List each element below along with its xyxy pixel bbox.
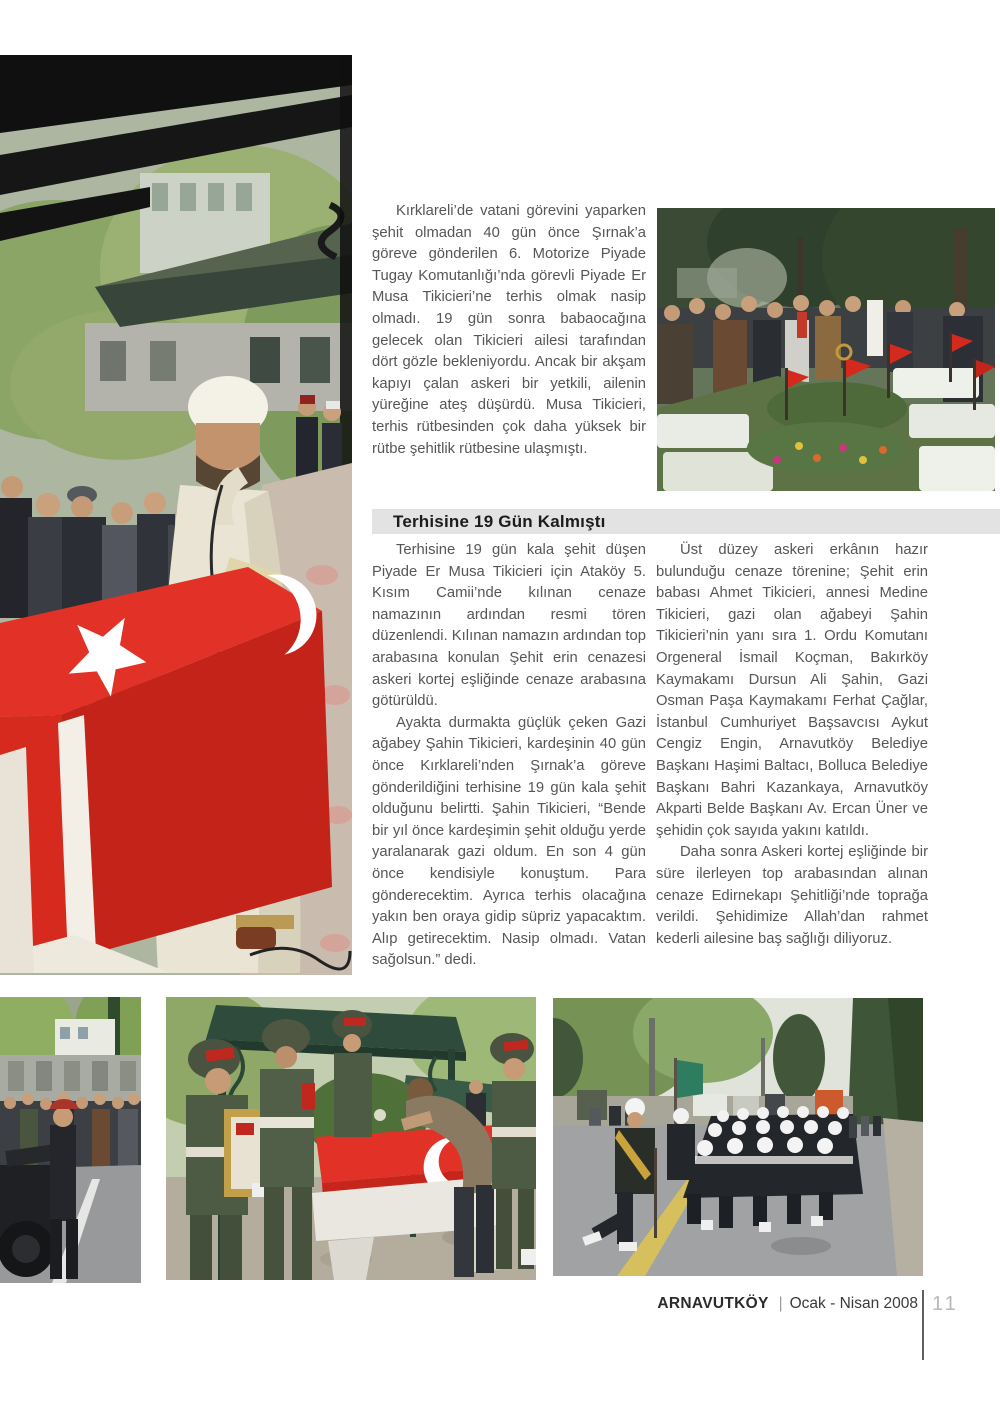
photo-honor-guard-coffin — [166, 997, 536, 1280]
footer-separator: | — [778, 1295, 783, 1312]
photo-marching-art — [553, 998, 923, 1276]
page-number-rule — [922, 1290, 924, 1360]
article-column-left — [372, 540, 646, 972]
photo-street-crowd-art — [0, 997, 141, 1283]
photo-cemetery-art — [657, 208, 995, 491]
paragraph: Ayakta durmakta güçlük çeken Gazi ağabey Şahin Tikicieri, kardeşinin 40 gün önce Kırklareli’nden Şırnak’a göreve gönderildiğini terhisine 19 gün kala şehit olduğunu belirtti. Şahin Tikicieri, “Bende bir yıl önce kardeşimin şehit olduğu yerde yaralanarak gazi oldum. En son 4 gün önce kendisiyle konuştum. Para gönderecektim. Ayrıca terhis olacağına yakın ben oraya gidip süpriz yapacaktım. Alıp getirecektim. Nasip olmadı. Vatan sağolsun.” dedi. — [372, 714, 646, 969]
paragraph: Üst düzey askeri erkânın hazır bulunduğu cenaze törenine; Şehit erin babası Ahmet Tikicieri, annesi Medine Tikicieri, gazi olan ağabeyi Şahin Tikicieri’nin yanı sıra 1. Ordu Komutanı Orgeneral İsmail Koçman, Bakırköy Kaymakamı Dursun Ali Şahin, Gazi Osman Paşa Kaymakamı Ferhat Çağlar, İstanbul Cumhuriyet Başsavcısı Aykut Cengiz Engin, Arnavutköy Belediye Başkanı Haşimi Baltacı, Bolluca Belediye Başkanı Bahri Kazankaya, Arnavutköy Akparti Belde Başkanı Av. Ercan Üner ve şehidin çok sayıda yakını katıldı. — [656, 542, 928, 839]
footer — [0, 1295, 918, 1313]
intro-text: Kırklareli’de vatani görevini yaparken şehit olmadan 40 gün önce Şırnak’a göreve gönderilen 6. Motorize Piyade Tugay Komutanlığı’nda görevli Piyade Er Musa Tikicieri’ne terhis olmak nasip olmadı. 19 gün sonra babaocağına gelecek olan Tikicieri ailesi tarafından dört gözle bekleniyordu. Ancak bir akşam kapıyı çalan askeri bir yetkili, ailenin yüreğine ateş düşürdü. Musa Tikicieri, terhis rütbesinden çok daha yüksek bir rütbe şehitlik rütbesine ulaşmıştı. — [372, 203, 646, 457]
photo-marching-troops — [553, 998, 923, 1276]
intro-paragraph — [372, 201, 646, 460]
photo-cemetery-crowd — [657, 208, 995, 491]
page-number: 11 — [932, 1293, 959, 1315]
photo-funeral-prayer-art — [0, 55, 352, 975]
article-column-right — [656, 540, 928, 950]
section-title: Terhisine 19 Gün Kalmıştı — [393, 511, 606, 531]
photo-funeral-prayer — [0, 55, 352, 975]
photo-honor-guard-art — [166, 997, 536, 1280]
magazine-name: ARNAVUTKÖY — [657, 1295, 769, 1312]
section-header-bar — [372, 509, 1000, 534]
paragraph: Terhisine 19 gün kala şehit düşen Piyade Er Musa Tikicieri için Ataköy 5. Kısım Camii’nde kılınan cenaze namazının ardından resmi tören düzenlendi. Kılınan namazın ardından top arabasına konulan Şehit erin cenazesi askeri kortej eşliğinde cenaze arabasına götürüldü. — [372, 542, 646, 710]
paragraph: Daha sonra Askeri kortej eşliğinde bir süre ilerleyen top arabasından alınan cenaze Edirnekapı Şehitliği’nde toprağa verildi. Şehidimize Allah’dan rahmet kederli ailesine baş sağlığı diliyoruz. — [656, 844, 928, 947]
issue-date: Ocak - Nisan 2008 — [789, 1295, 918, 1312]
photo-street-crowd — [0, 997, 141, 1283]
